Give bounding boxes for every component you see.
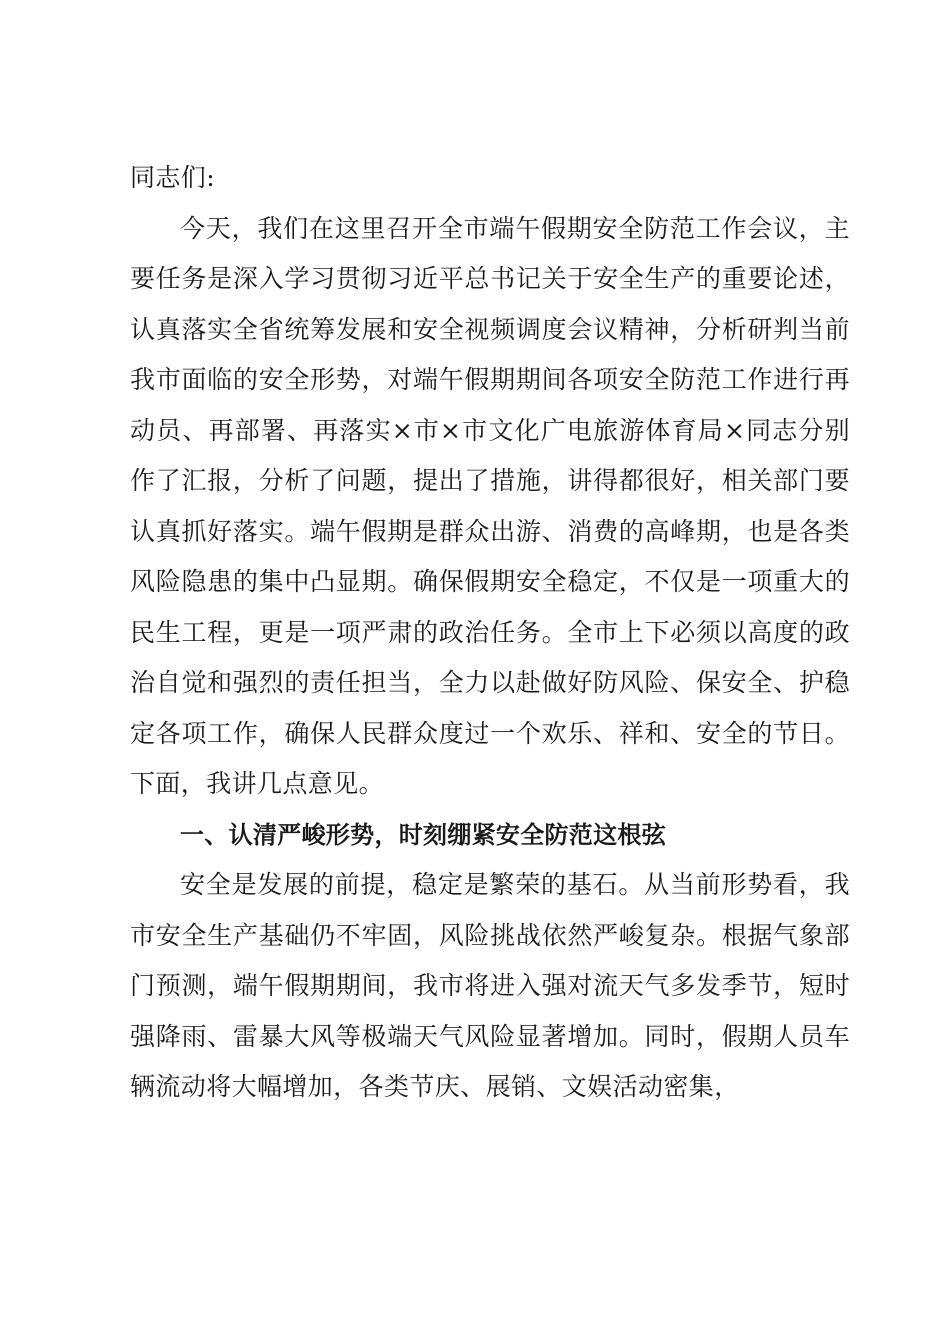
section-heading: 一、认清严峻形势，时刻绷紧安全防范这根弦 <box>180 820 666 849</box>
section-paragraph: 安全是发展的前提，稳定是繁荣的基石。从当前形势看，我市安全生产基础仍不牢固，风险挑战依然严峻复杂。根据气象部门预测，端午假期期间，我市将进入强对流天气多发季节，短时强降雨、雷暴大风等极端天气风险显著增加。同时，假期人员车辆流动将大幅增加，各类节庆、展销、文娱活动密集， <box>130 870 850 1101</box>
salutation: 同志们: <box>130 163 216 192</box>
document-body <box>130 153 850 1113</box>
opening-paragraph: 今天，我们在这里召开全市端午假期安全防范工作会议，主要任务是深入学习贯彻习近平总书记关于安全生产的重要论述，认真落实全省统筹发展和安全视频调度会议精神，分析研判当前我市面临的安全形势，对端午假期期间各项安全防范工作进行再动员、再部署、再落实×市×市文化广电旅游体育局×同志分别作了汇报，分析了问题，提出了措施，讲得都很好，相关部门要认真抓好落实。端午假期是群众出游、消费的高峰期，也是各类风险隐患的集中凸显期。确保假期安全稳定，不仅是一项重大的民生工程，更是一项严肃的政治任务。全市上下必须以高度的政治自觉和强烈的责任担当，全力以赴做好防风险、保安全、护稳定各项工作，确保人民群众度过一个欢乐、祥和、安全的节日。下面，我讲几点意见。 <box>130 213 850 798</box>
